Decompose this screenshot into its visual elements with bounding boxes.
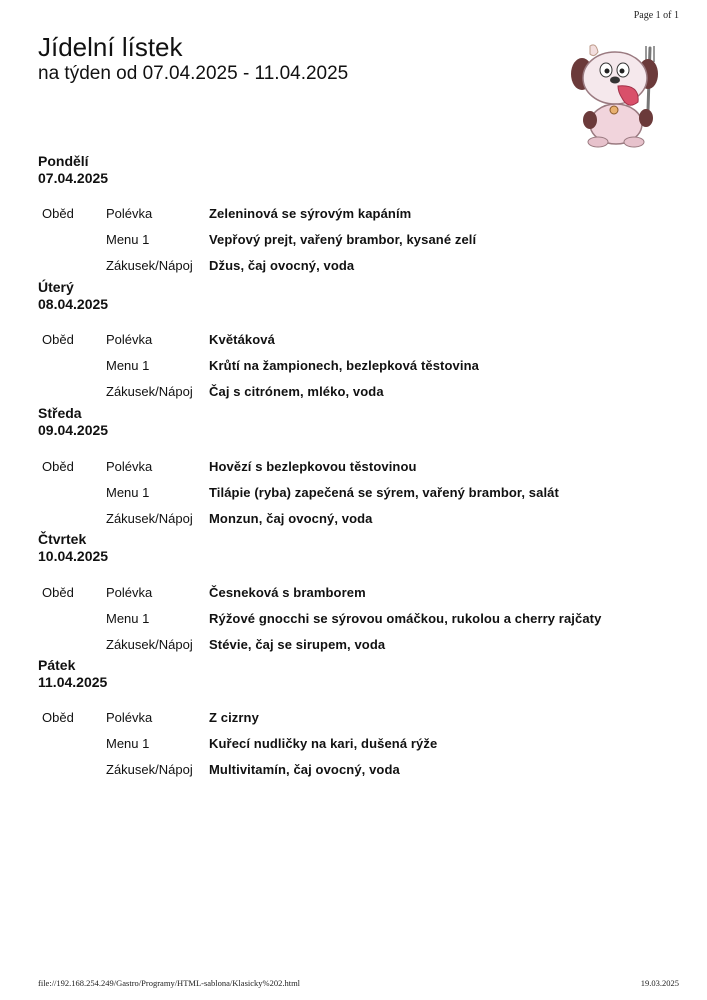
course-type: Zákusek/Nápoj <box>106 637 193 652</box>
course-type: Polévka <box>106 459 153 474</box>
meal-label: Oběd <box>42 585 74 600</box>
course-type: Zákusek/Nápoj <box>106 258 193 273</box>
footer-file-path: file://192.168.254.249/Gastro/Programy/HTML-sablona/Klasicky%202.html <box>38 978 301 988</box>
dish-name: Krůtí na žampionech, bezlepková těstovina <box>209 358 479 373</box>
day-date: 09.04.2025 <box>38 422 109 438</box>
menu-row <box>0 736 707 756</box>
course-type: Menu 1 <box>106 736 150 751</box>
day-name: Úterý <box>38 279 74 295</box>
day-date: 11.04.2025 <box>38 674 108 690</box>
dish-name: Monzun, čaj ovocný, voda <box>209 511 373 526</box>
dish-name: Květáková <box>209 332 275 347</box>
day-date: 10.04.2025 <box>38 548 109 564</box>
dish-name: Džus, čaj ovocný, voda <box>209 258 355 273</box>
menu-row <box>0 232 707 252</box>
menu-row <box>0 206 707 226</box>
course-type: Zákusek/Nápoj <box>106 384 193 399</box>
course-type: Menu 1 <box>106 611 150 626</box>
dish-name: Tilápie (ryba) zapečená se sýrem, vařený brambor, salát <box>209 485 559 500</box>
menu-row <box>0 585 707 605</box>
menu-row <box>0 485 707 505</box>
menu-row <box>0 358 707 378</box>
menu-row <box>0 384 707 404</box>
menu-row <box>0 710 707 730</box>
menu-row <box>0 511 707 531</box>
dish-name: Z cizrny <box>209 710 259 725</box>
week-range-subtitle: na týden od 07.04.2025 - 11.04.2025 <box>38 63 349 84</box>
course-type: Zákusek/Nápoj <box>106 511 193 526</box>
course-type: Polévka <box>106 332 153 347</box>
dish-name: Hovězí s bezlepkovou těstovinou <box>209 459 417 474</box>
dish-name: Vepřový prejt, vařený brambor, kysané zelí <box>209 232 477 247</box>
menu-row <box>0 459 707 479</box>
course-type: Polévka <box>106 206 153 221</box>
footer-print-date: 19.03.2025 <box>640 978 679 988</box>
dish-name: Kuřecí nudličky na kari, dušená rýže <box>209 736 438 751</box>
page-number: Page 1 of 1 <box>633 10 679 21</box>
course-type: Zákusek/Nápoj <box>106 762 193 777</box>
menu-row <box>0 637 707 657</box>
course-type: Menu 1 <box>106 485 150 500</box>
meal-label: Oběd <box>42 459 74 474</box>
course-type: Polévka <box>106 585 153 600</box>
course-type: Menu 1 <box>106 232 150 247</box>
day-name: Čtvrtek <box>38 531 87 547</box>
menu-row <box>0 332 707 352</box>
dish-name: Česneková s bramborem <box>209 585 366 600</box>
meal-label: Oběd <box>42 710 74 725</box>
cartoon-dog-chef-icon <box>568 40 668 148</box>
dish-name: Rýžové gnocchi se sýrovou omáčkou, rukolou a cherry rajčaty <box>209 611 602 626</box>
dish-name: Stévie, čaj se sirupem, voda <box>209 637 386 652</box>
course-type: Menu 1 <box>106 358 150 373</box>
menu-row <box>0 258 707 278</box>
dish-name: Zeleninová se sýrovým kapáním <box>209 206 412 221</box>
page-title: Jídelní lístek <box>38 32 183 62</box>
day-name: Středa <box>38 405 82 421</box>
menu-row <box>0 611 707 631</box>
meal-label: Oběd <box>42 332 74 347</box>
day-date: 07.04.2025 <box>38 170 109 186</box>
day-date: 08.04.2025 <box>38 296 109 312</box>
day-name: Pátek <box>38 657 76 673</box>
meal-label: Oběd <box>42 206 74 221</box>
dish-name: Multivitamín, čaj ovocný, voda <box>209 762 400 777</box>
menu-row <box>0 762 707 782</box>
course-type: Polévka <box>106 710 153 725</box>
day-name: Pondělí <box>38 153 89 169</box>
dish-name: Čaj s citrónem, mléko, voda <box>209 384 384 399</box>
